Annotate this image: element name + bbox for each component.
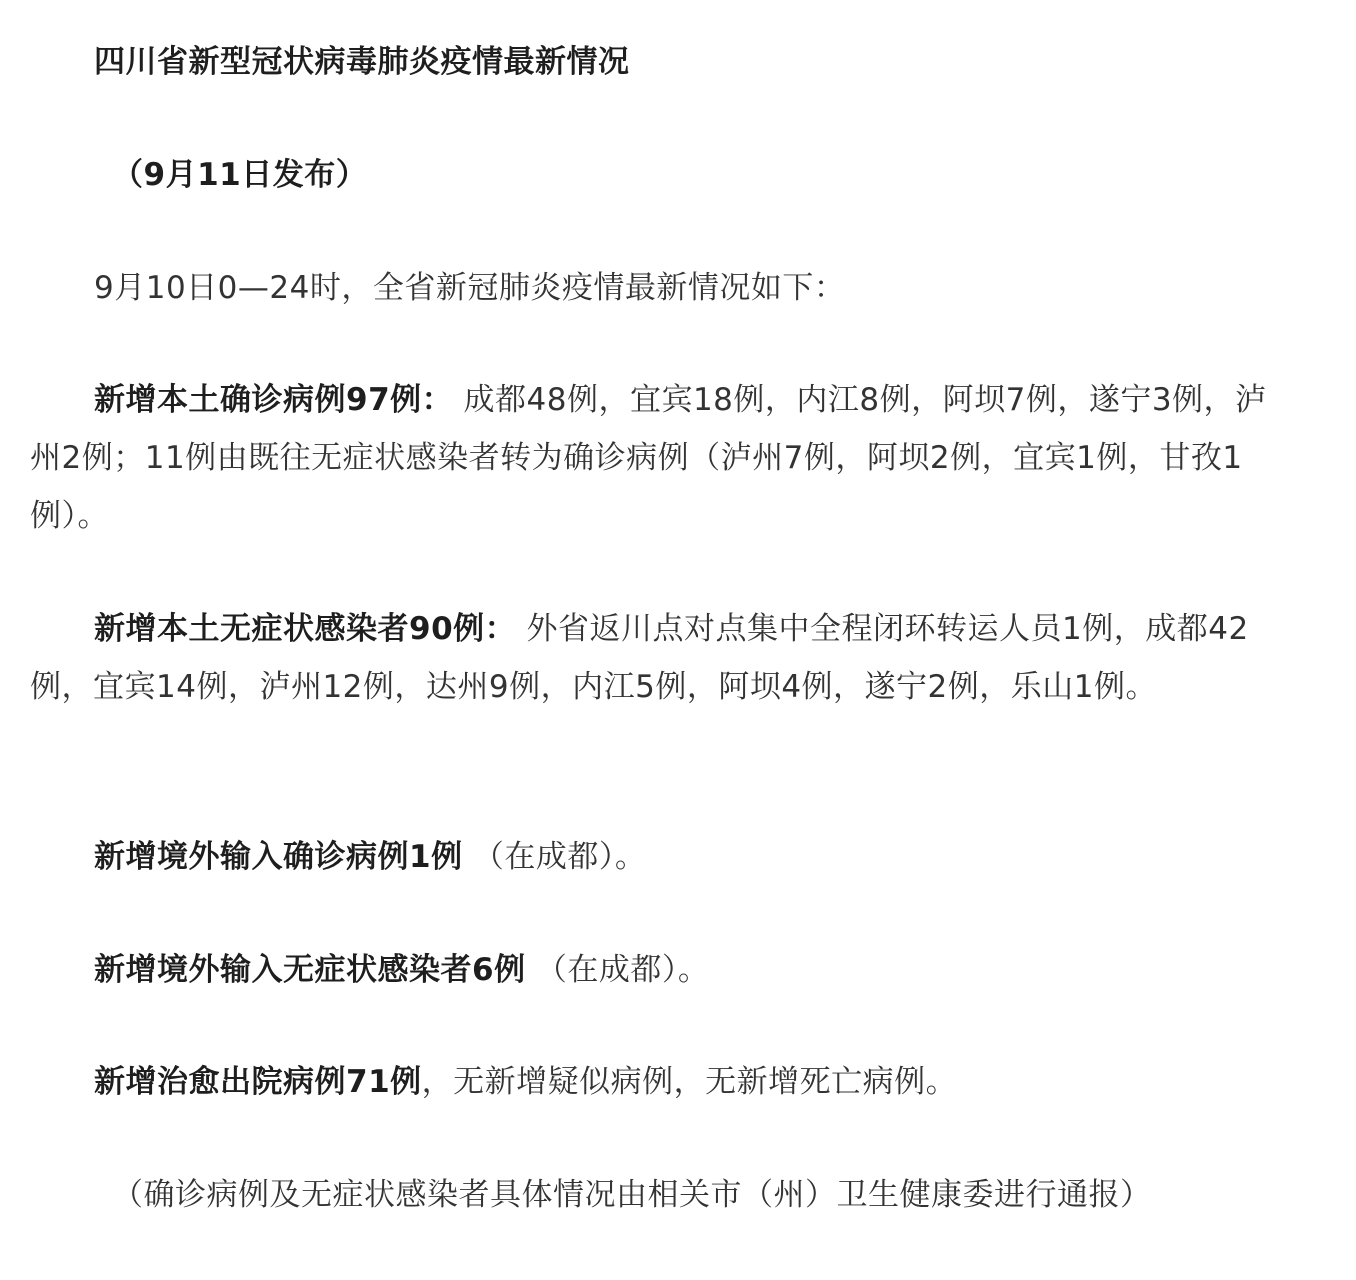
- publish-date-note: （9月11日发布）: [112, 157, 368, 193]
- discharged-detail: ，无新增疑似病例，无新增死亡病例。: [421, 1064, 958, 1100]
- local-confirmed-paragraph: [30, 371, 1290, 545]
- local-asymptomatic-label: 新增本土无症状感染者90例：: [94, 611, 517, 647]
- local-asymptomatic-detail: 外省返川点对点集中全程闭环转运人员1例，成都42例，宜宾14例，泸州12例，达州9例，内江5例，阿坝4例，遂宁2例，乐山1例。: [30, 611, 1249, 705]
- imported-confirmed-detail: （在成都）。: [462, 839, 647, 875]
- imported-confirmed-paragraph: [30, 828, 1290, 886]
- local-confirmed-detail: 成都48例，宜宾18例，内江8例，阿坝7例，遂宁3例，泸州2例；11例由既往无症状感染者转为确诊病例（泸州7例，阿坝2例，宜宾1例，甘孜1例）。: [30, 382, 1267, 534]
- imported-asymptomatic-paragraph: [30, 941, 1290, 999]
- imported-asymptomatic-detail: （在成都）。: [525, 952, 710, 988]
- imported-asymptomatic-label: 新增境外输入无症状感染者6例: [94, 952, 526, 988]
- local-asymptomatic-paragraph: [30, 600, 1290, 716]
- discharged-label: 新增治愈出院病例71例: [94, 1064, 422, 1100]
- local-confirmed-label: 新增本土确诊病例97例：: [94, 382, 454, 418]
- article-title: 四川省新型冠状病毒肺炎疫情最新情况: [94, 44, 630, 80]
- intro-paragraph: 9月10日0—24时，全省新冠肺炎疫情最新情况如下：: [94, 270, 846, 306]
- discharged-paragraph: [30, 1053, 1290, 1111]
- footer-note: （确诊病例及无症状感染者具体情况由相关市（州）卫生健康委进行通报）: [112, 1177, 1152, 1213]
- imported-confirmed-label: 新增境外输入确诊病例1例: [94, 839, 463, 875]
